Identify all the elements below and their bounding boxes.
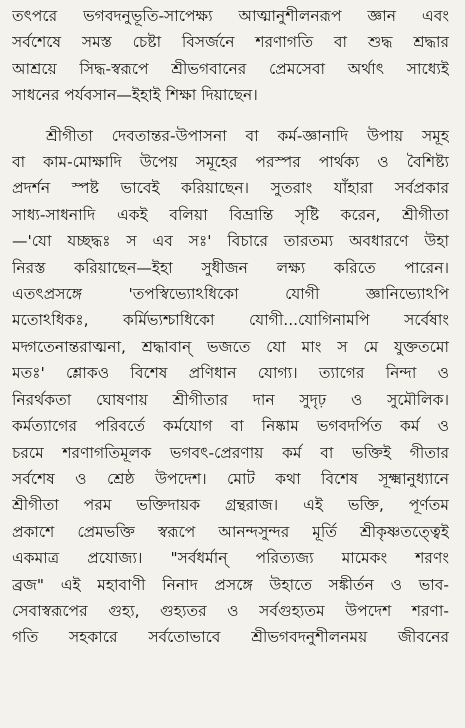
text-line: মতঃ' শ্লোকও বিশেষ প্রণিধান যোগ্য। ত্যাগের নিন্দা ও (12, 364, 449, 383)
text-line: একমাত্র প্রযোজ্য। "সর্বধর্মান্ পরিত্যজ্য মামেকং শরণং (12, 549, 449, 568)
text-line: সর্বশেষে সমস্ত চেষ্টা বিসর্জনে শরণাগতি বা শুদ্ধ শ্রদ্ধার (12, 33, 449, 52)
text-line: এতৎপ্রসঙ্গে 'তপস্বিভ্যোঽধিকো যোগী জ্ঞানিভ্যোঽপি (12, 285, 449, 304)
text-line: গতি সহকারে সর্বতোভাবে শ্রীভগবদনুশীলনময় জীবনের (12, 628, 449, 647)
paragraph-gap (12, 109, 449, 123)
text-line: সাধ্য-সাধনাদি একই বলিয়া বিভ্রান্তি সৃষ্টি করেন, শ্রীগীতা (12, 205, 449, 224)
text-line: ব্রজ" এই মহাবাণী নিনাদ প্রসঙ্গে উহাতে সঙ্কীর্তন ও ভাব- (12, 575, 449, 594)
text-line: সর্বশেষ ও শ্রেষ্ঠ উপদেশ। মোট কথা বিশেষ সূক্ষ্মানুধ্যানে (12, 469, 449, 488)
text-line: সাধনের পর্যবসান—ইহাই শিক্ষা দিয়াছেন। (12, 86, 258, 105)
text-line: আশ্রয়ে সিদ্ধ-স্বরূপে শ্রীভগবানের প্রেমসেবা অর্থাৎ সাধ্যেই (12, 59, 449, 78)
text-line: প্রকাশে প্রেমভক্তি স্বরূপে আনন্দসুন্দর মূর্তি শ্রীকৃষ্ণতত্ত্বেই (12, 522, 449, 541)
text-line: সেবাস্বরূপের গুহ্য, গুহ্যতর ও সর্বগুহ্যতম উপদেশ শরণা- (12, 601, 449, 620)
text-line: বা কাম-মোক্ষাদি উপেয় সমূহের পরস্পর পার্থক্য ও বৈশিষ্ট্য (12, 153, 449, 172)
text-line: —'যো যচ্ছদ্ধঃ স এব সঃ' বিচারে তারতম্য অবধারণে উহা (12, 232, 449, 251)
text-line: শ্রীগীতা দেবতান্তর-উপাসনা বা কর্ম-জ্ঞানাদি উপায় সমূহ (46, 126, 449, 145)
text-line: নিরস্ত করিয়াছেন—ইহা সুধীজন লক্ষ্য করিতে পারেন। (12, 258, 449, 277)
text-line: নিরর্থকতা ঘোষণায় শ্রীগীতার দান সুদৃঢ় ও সুমৌলিক। (12, 390, 449, 409)
paragraph-2 (12, 123, 449, 651)
text-line: তৎপরে ভগবদনুভূতি-সাপেক্ষ্য আত্মানুশীলনরূপ জ্ঞান এবং (12, 7, 449, 25)
text-line: মদ্গতেনান্তরাত্মনা, শ্রদ্ধাবান্‌ ভজতে যো মাং স মে যুক্ততমো (12, 337, 449, 356)
text-line: কর্মত্যাগের পরিবর্তে কর্মযোগ বা নিষ্কাম ভগবদর্পিত কর্ম ও (12, 417, 449, 436)
paragraph-1 (12, 3, 449, 109)
text-line: মতোঽধিকঃ, কর্মিভ্যশ্চাধিকো যোগী...যোগিনামপি সর্বেষাং (12, 311, 449, 330)
text-line: চরমে শরণাগতিমূলক ভগবৎ-প্রেরণায় কর্ম বা ভক্তিই গীতার (12, 443, 449, 462)
text-line: শ্রীগীতা পরম ভক্তিদায়ক গ্রন্থরাজ। এই ভক্তি, পূর্ণতম (12, 496, 449, 515)
text-line: প্রদর্শন স্পষ্ট ভাবেই করিয়াছেন। সুতরাং যাঁহারা সর্বপ্রকার (12, 179, 449, 198)
